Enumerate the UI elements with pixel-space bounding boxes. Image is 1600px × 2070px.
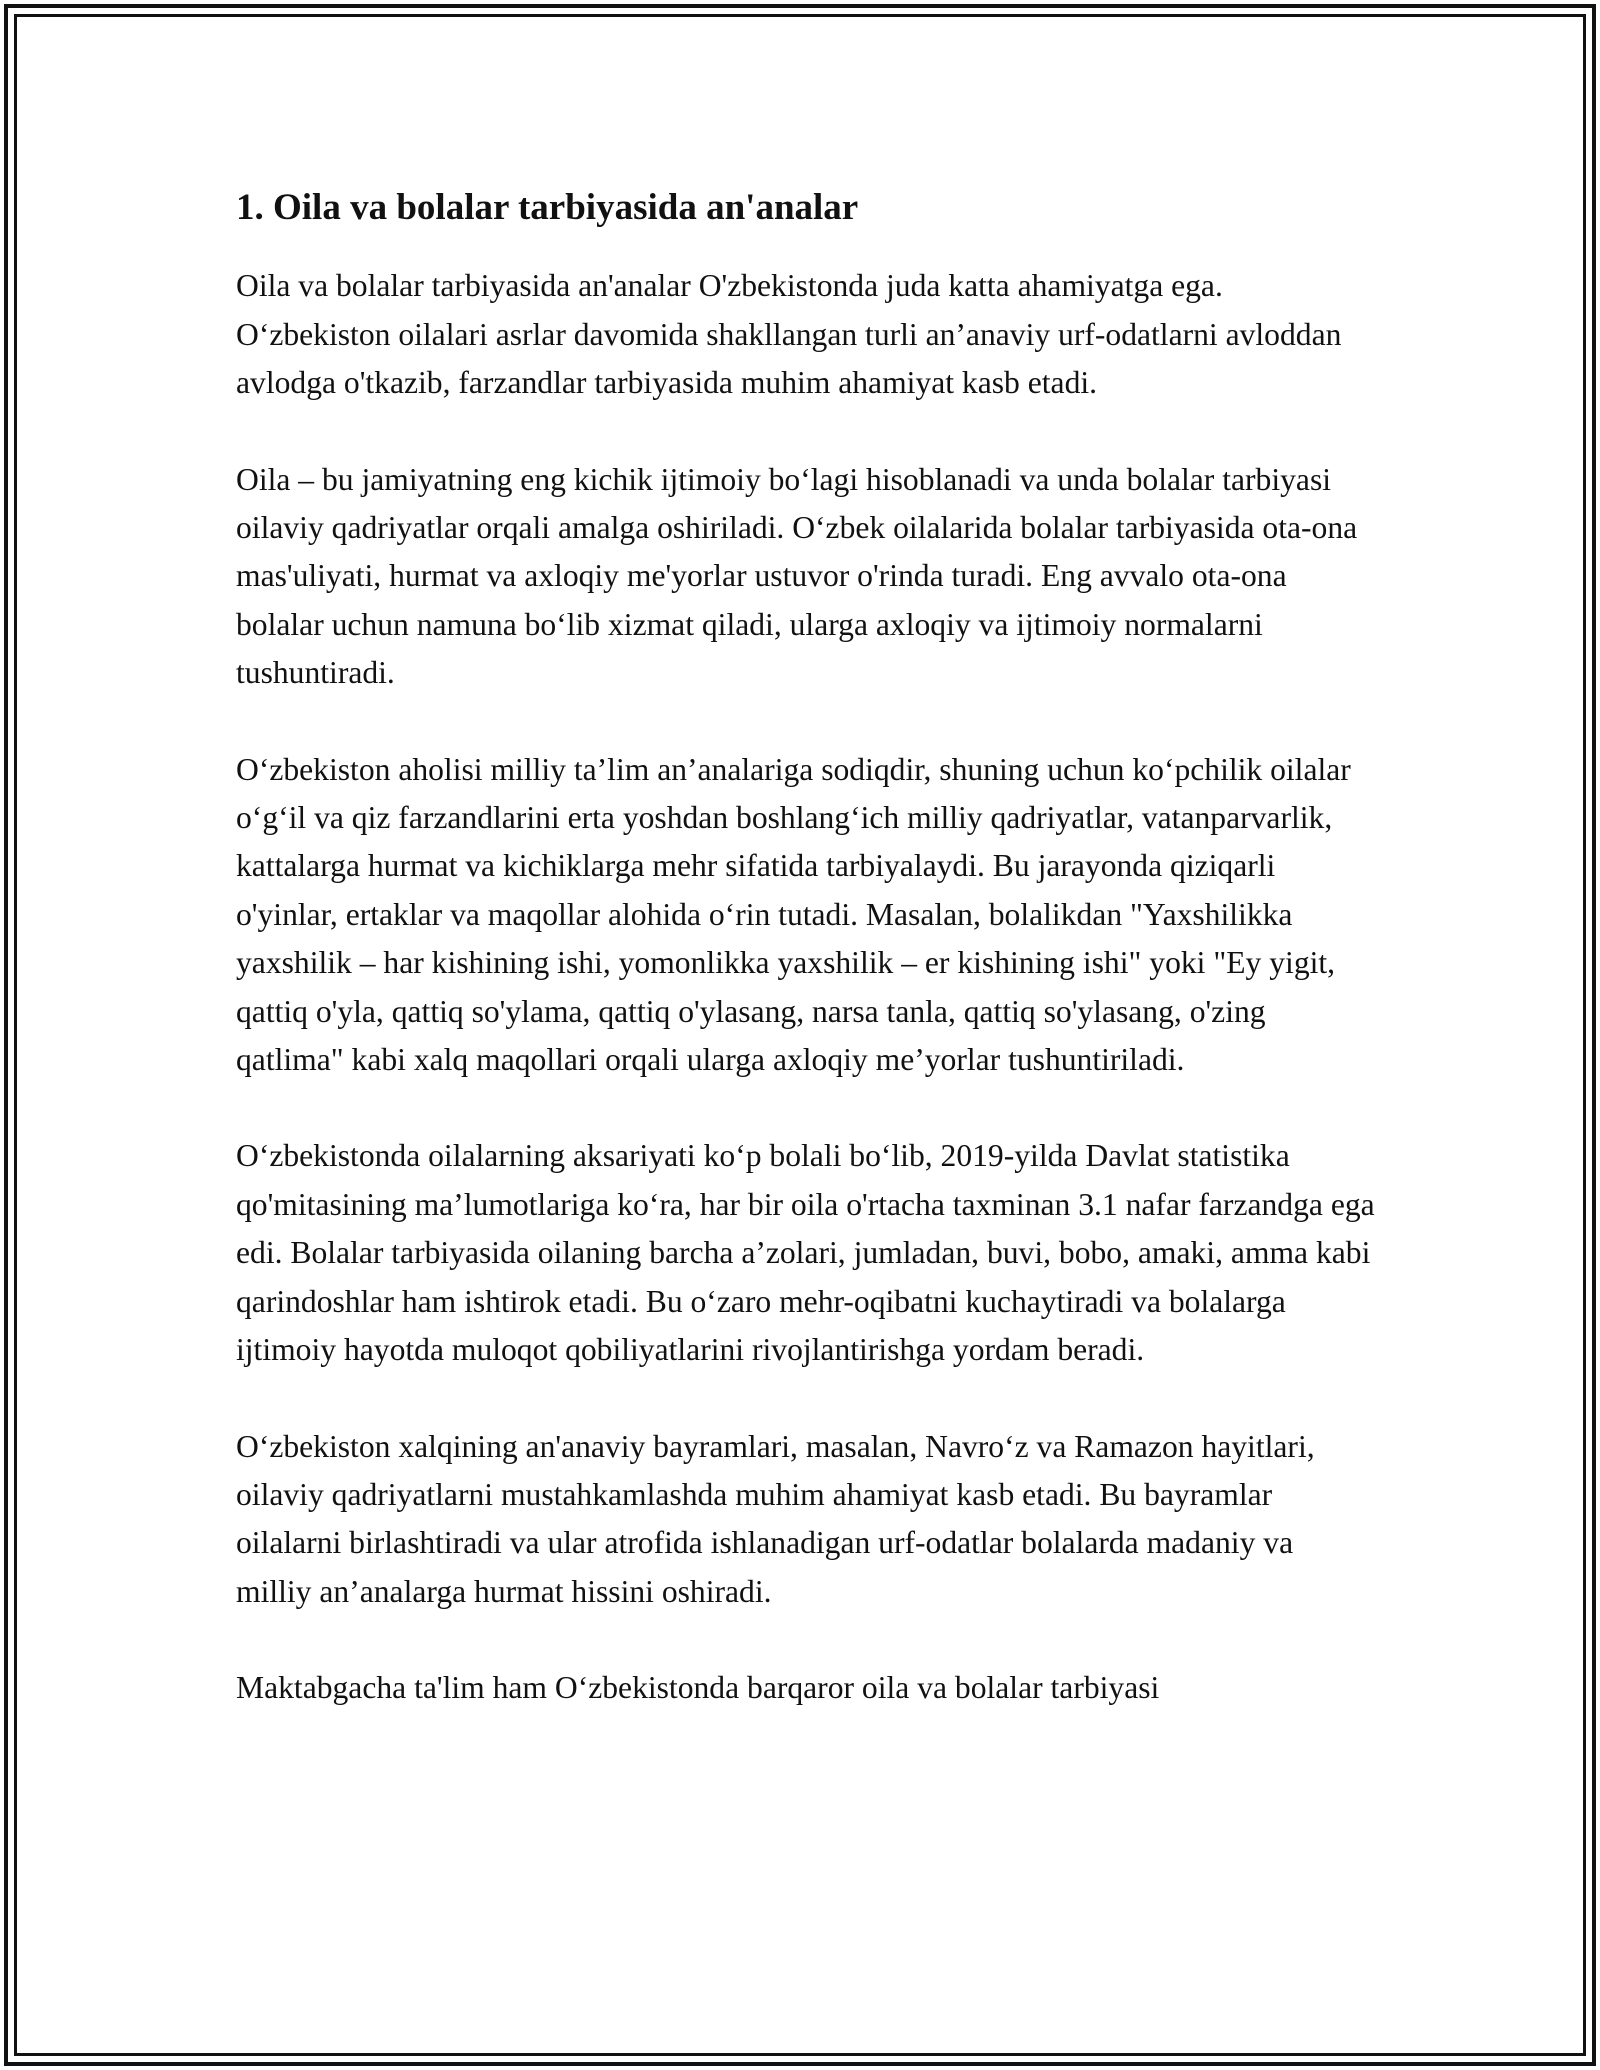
paragraph-preschool: Maktabgacha ta'lim ham O‘zbekistonda barqaror oila va bolalar tarbiyasi (236, 1670, 1160, 1706)
section-title: 1. Oila va bolalar tarbiyasida an'analar (236, 187, 859, 228)
paragraph-intro: Oila va bolalar tarbiyasida an'analar O'zbekistonda juda katta ahamiyatga ega. O‘zbekiston oilalari asrlar davomida shakllangan turli an’anaviy urf-odatlarni avloddan avlodga o'tkazib, farzandlar tarbiyasida muhim ahamiyat kasb etadi. (236, 268, 1342, 401)
paragraph-holidays: O‘zbekiston xalqining an'anaviy bayramlari, masalan, Navro‘z va Ramazon hayitlari, oilaviy qadriyatlarni mustahkamlashda muhim ahamiyat kasb etadi. Bu bayramlar oilalarni birlashtiradi va ular atrofida ishlanadigan urf-odatlar bolalarda madaniy va milliy an’analarga hurmat hissini oshiradi. (236, 1428, 1315, 1609)
paragraph-statistics: O‘zbekistonda oilalarning aksariyati ko‘p bolali bo‘lib, 2019-yilda Davlat statistika qo'mitasining ma’lumotlariga ko‘ra, har bir oila o'rtacha taxminan 3.1 nafar farzandga ega edi. Bolalar tarbiyasida oilaning barcha a’zolari, jumladan, buvi, bobo, amaki, amma kabi qarindoshlar ham ishtirok etadi. Bu o‘zaro mehr-oqibatni kuchaytiradi va bolalarga ijtimoiy hayotda muloqot qobiliyatlarini rivojlantirishga yordam beradi. (236, 1138, 1375, 1368)
paragraph-national-values: O‘zbekiston aholisi milliy ta’lim an’analariga sodiqdir, shuning uchun ko‘pchilik oilalar o‘g‘il va qiz farzandlarini erta yoshdan boshlang‘ich milliy qadriyatlar, vatanparvarlik, kattalarga hurmat va kichiklarga mehr sifatida tarbiyalaydi. Bu jarayonda qiziqarli o'yinlar, ertaklar va maqollar alohida o‘rin tutadi. Masalan, bolalikdan "Yaxshilikka yaxshilik – har kishining ishi, yomonlikka yaxshilik – er kishining ishi" yoki "Ey yigit, qattiq o'yla, qattiq so'ylama, qattiq o'ylasang, narsa tanla, qattiq so'ylasang, o'zing qatlima" kabi xalq maqollari orqali ularga axloqiy me’yorlar tushuntiriladi. (236, 751, 1351, 1078)
paragraph-family-role: Oila – bu jamiyatning eng kichik ijtimoiy bo‘lagi hisoblanadi va unda bolalar tarbiyasi oilaviy qadriyatlar orqali amalga oshiriladi. O‘zbek oilalarida bolalar tarbiyasida ota-ona mas'uliyati, hurmat va axloqiy me'yorlar ustuvor o'rinda turadi. Eng avvalo ota-ona bolalar uchun namuna bo‘lib xizmat qiladi, ularga axloqiy va ijtimoiy normalarni tushuntiradi. (236, 461, 1358, 691)
document-body (236, 186, 1376, 1713)
